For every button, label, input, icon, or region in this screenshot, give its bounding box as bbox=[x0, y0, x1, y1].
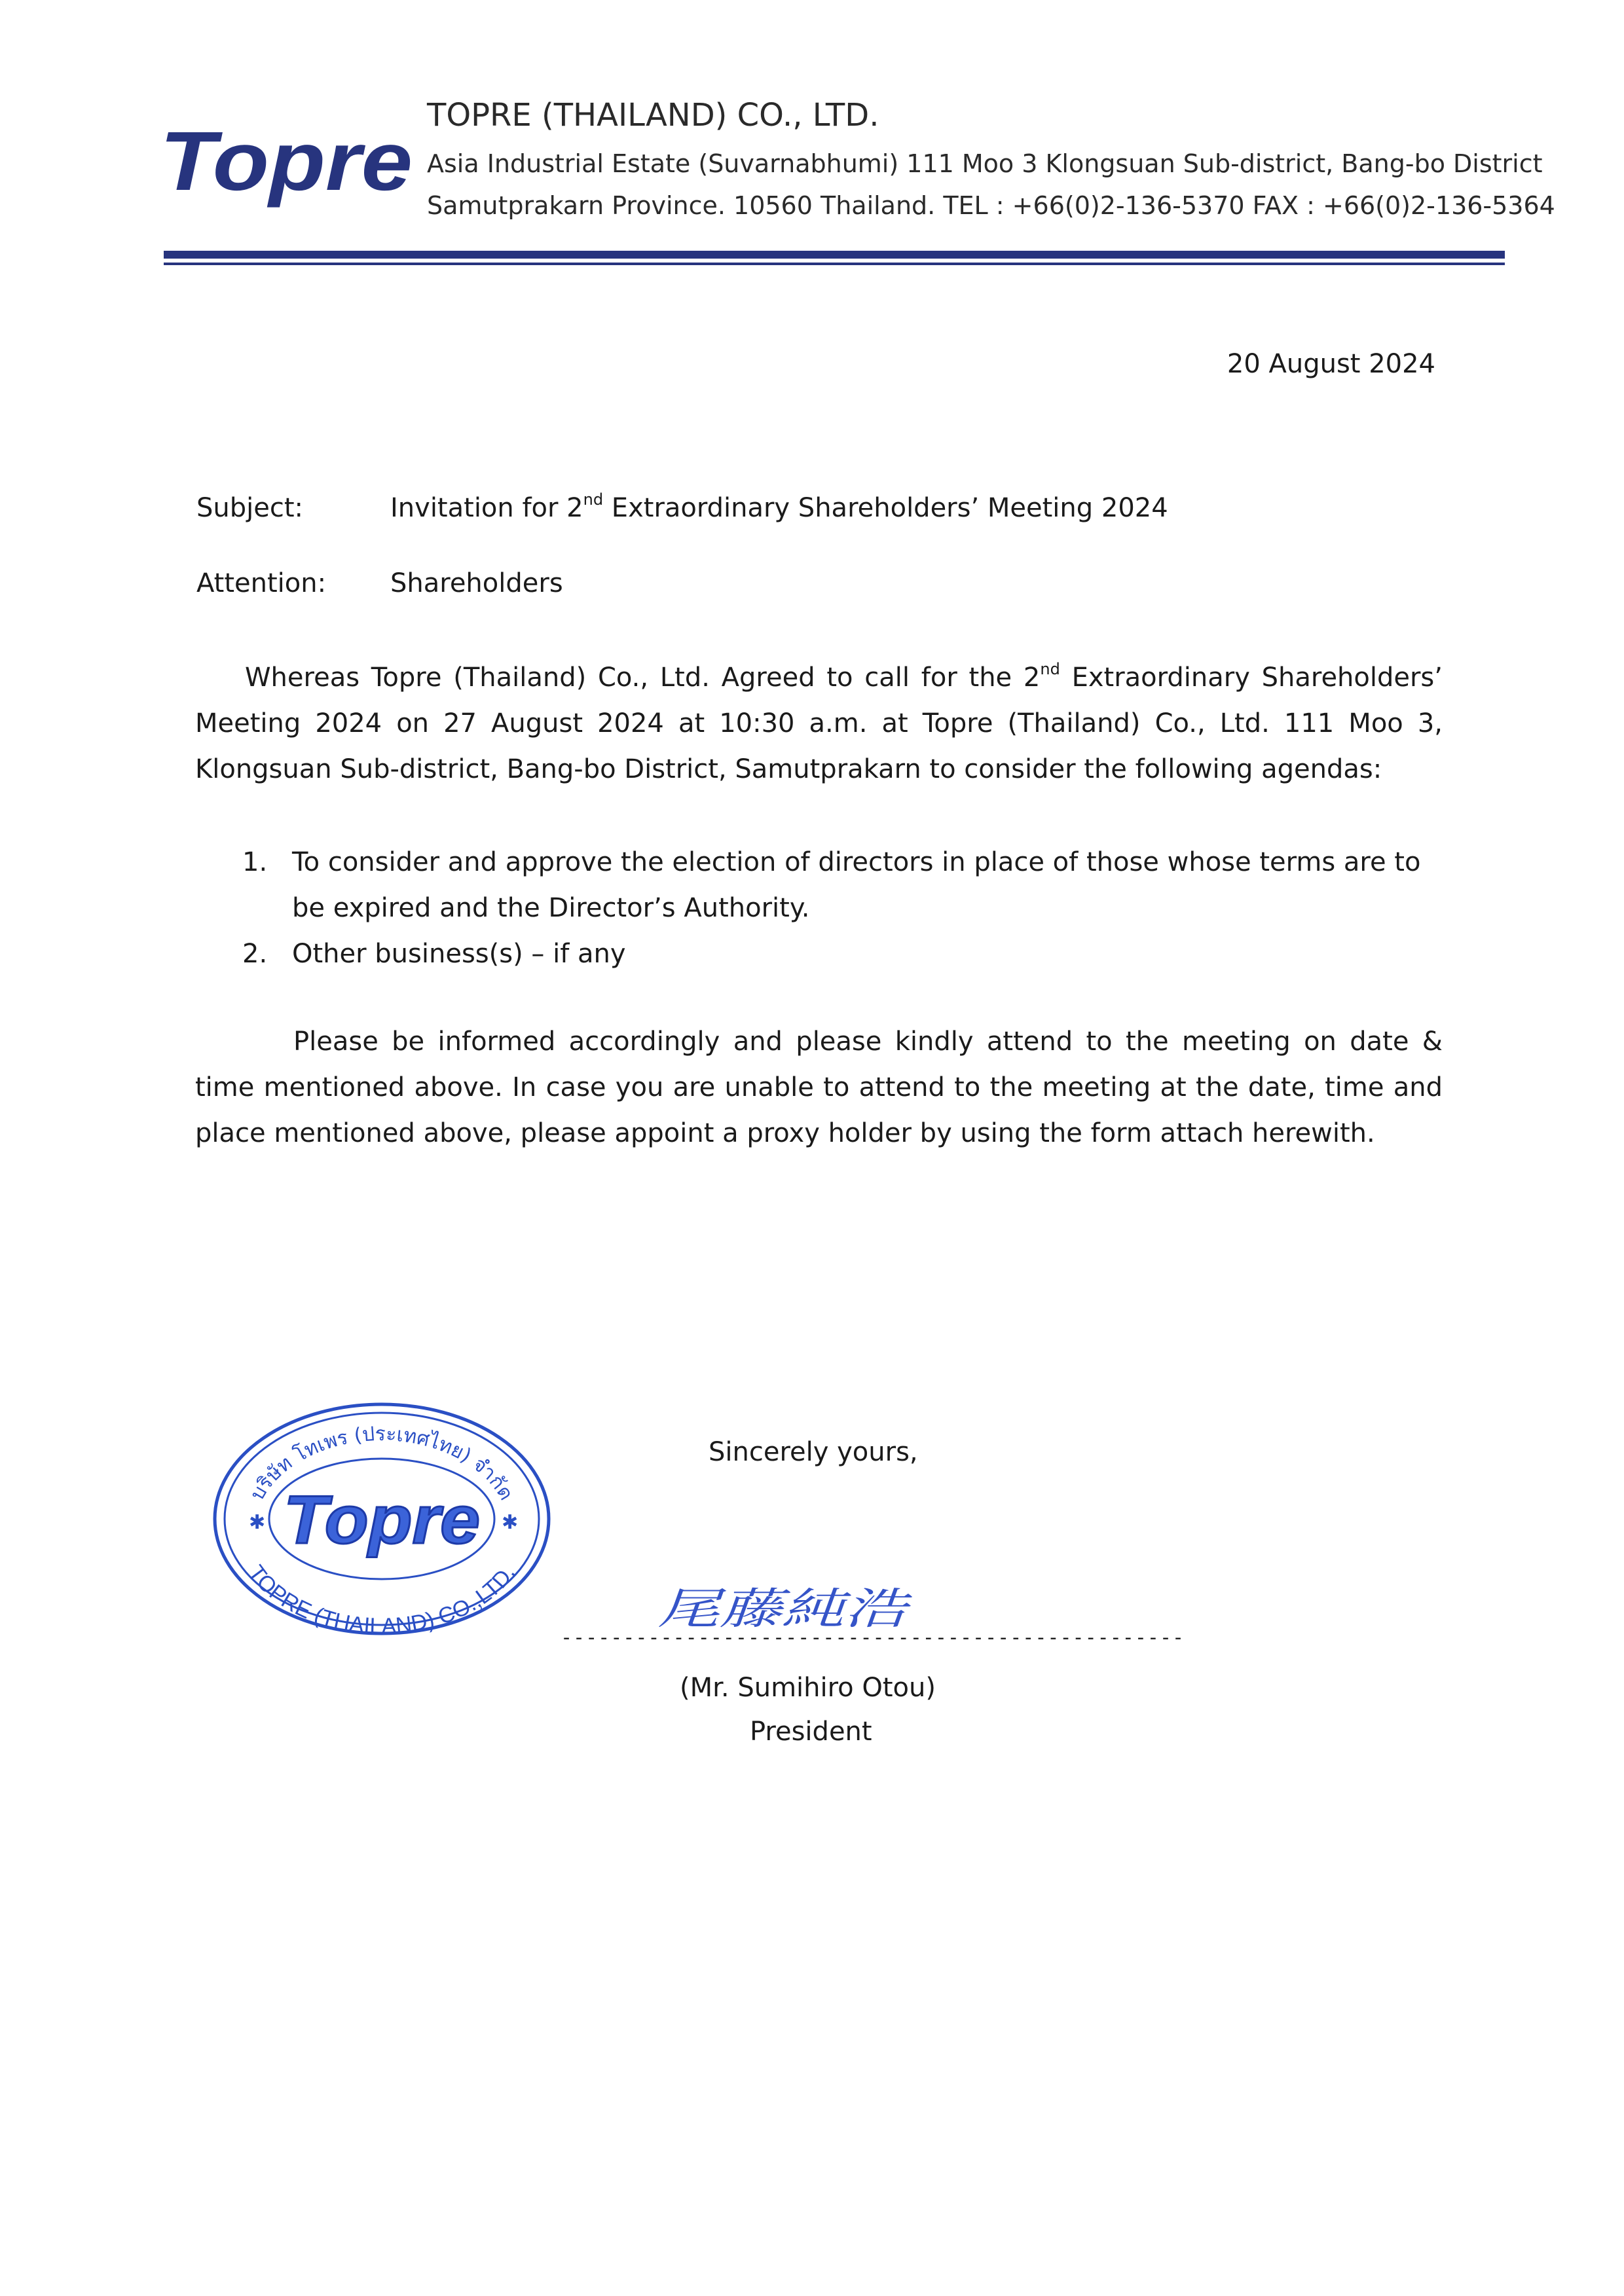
topre-logo bbox=[156, 117, 418, 208]
company-seal-stamp bbox=[208, 1398, 555, 1640]
agenda-item bbox=[242, 931, 1447, 977]
agenda-number: 1. bbox=[242, 847, 268, 877]
attention-value: Shareholders bbox=[390, 568, 563, 598]
agenda-item bbox=[242, 839, 1447, 931]
seal-star-left: ✱ bbox=[249, 1511, 266, 1534]
seal-thai-text: บริษัท โทเพร (ประเทศไทย) จำกัด bbox=[246, 1422, 518, 1504]
company-address-line-1: Asia Industrial Estate (Suvarnabhumi) 111 Moo 3 Klongsuan Sub-district, Bang-bo District bbox=[427, 149, 1543, 178]
signer-title: President bbox=[750, 1717, 872, 1747]
signature-line: -------------------------------------------------- bbox=[561, 1626, 1185, 1649]
salutation: Sincerely yours, bbox=[709, 1437, 918, 1467]
seal-star-right: ✱ bbox=[502, 1511, 519, 1534]
signer-name: (Mr. Sumihiro Otou) bbox=[680, 1673, 936, 1703]
agenda-list bbox=[242, 839, 1447, 977]
seal-logo-text: Topre bbox=[284, 1482, 480, 1558]
seal-english-text: TOPRE (THAILAND) CO.,LTD. bbox=[243, 1560, 521, 1639]
subject-text: Invitation for 2nd Extraordinary Shareholders’ Meeting 2024 bbox=[390, 490, 1168, 523]
intro-paragraph: Whereas Topre (Thailand) Co., Ltd. Agreed to call for the 2nd Extraordinary Shareholders’ Meeting 2024 on 27 August 2024 at 10:30 a.m. at Topre (Thailand) Co., Ltd. 111 Moo 3, Klongsuan Sub-district, Bang-bo District, Samutprakarn to consider the following agendas: bbox=[195, 659, 1443, 784]
letterhead-divider-thin bbox=[164, 263, 1505, 265]
agenda-text: To consider and approve the election of directors in place of those whose terms are to be expired and the Director’s Authority. bbox=[292, 847, 1421, 923]
company-name: TOPRE (THAILAND) CO., LTD. bbox=[427, 97, 879, 134]
logo-text: Topre bbox=[160, 117, 413, 208]
company-address-line-2: Samutprakarn Province. 10560 Thailand. TEL : +66(0)2-136-5370 FAX : +66(0)2-136-5364 bbox=[427, 191, 1555, 220]
subject-label: Subject: bbox=[196, 493, 304, 523]
closing-paragraph: Please be informed accordingly and please kindly attend to the meeting on date & time mentioned above. In case you are unable to attend to the meeting at the date, time and place mentioned above, please appoint a proxy holder by using the form attach herewith. bbox=[195, 1027, 1443, 1148]
letter-date: 20 August 2024 bbox=[1227, 349, 1435, 379]
agenda-text: Other business(s) – if any bbox=[292, 939, 626, 969]
agenda-number: 2. bbox=[242, 939, 268, 969]
svg-text:尾藤純浩: 尾藤純浩 bbox=[657, 1584, 913, 1634]
attention-label: Attention: bbox=[196, 568, 327, 598]
letterhead-divider-thick bbox=[164, 251, 1505, 259]
